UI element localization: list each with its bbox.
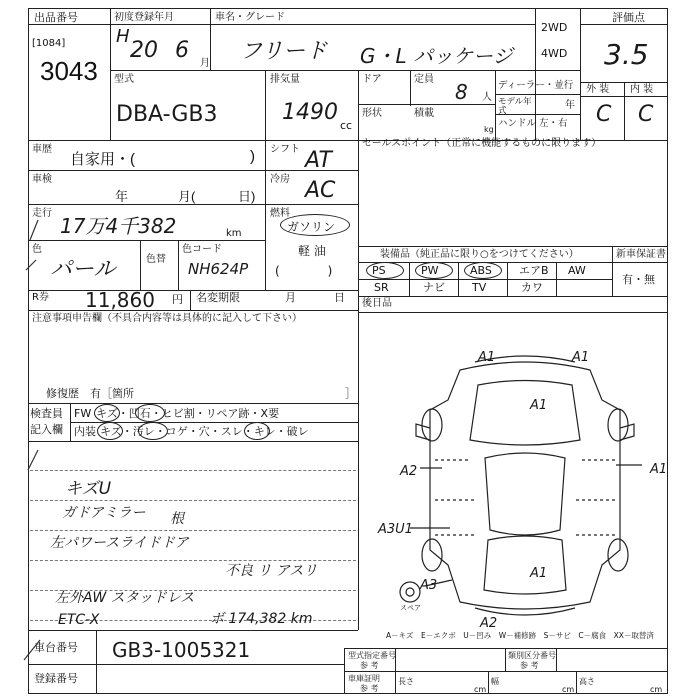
inspection-month: 月( [178,189,196,204]
divider [28,630,358,631]
mileage: 17万4千382 [60,214,177,238]
mark-a3u1-left: A3U1 [378,522,413,537]
handle-label: ハンドル 左・右 [498,118,568,129]
divider [358,104,495,105]
divider [612,246,613,296]
inspector-fw-items: キズ・凹石・ヒビ割・リペア跡・X要 [96,407,280,420]
chassis-label: 車台番号 [34,641,78,654]
equipment-item: SR [374,281,389,294]
divider [28,310,358,311]
divider [580,8,581,140]
class-label: 類別区分番号 [508,651,556,660]
buyer-label: 後日品 [362,298,392,309]
warranty-label: 新車保証書 [616,249,666,260]
mark-a1-top-left: A1 [478,350,496,365]
shape-label: 形状 [362,108,382,119]
size-height: 高さ [579,677,595,686]
displacement: 1490 [282,100,338,125]
divider [488,671,489,694]
mark-circle [138,422,168,440]
drive-4wd: 4WD [541,47,568,60]
divider [358,296,668,297]
inspector-label-1: 検査員 [30,407,63,420]
history-label: 車歴 [32,144,52,155]
inspection-label: 車検 [32,174,52,185]
divider [28,240,265,241]
mark-circle [94,404,120,422]
reg-label: 登録番号 [34,672,78,685]
divider [358,262,668,263]
color-code-label: 色コード [182,244,222,255]
rule-line [30,500,356,501]
divider [556,262,557,296]
car-name-label: 車名・グレード [215,12,285,23]
fuel-diesel: 軽 油 [298,244,326,258]
registration-day: 日 [334,291,345,304]
exterior-grade: C [596,102,612,127]
year-unit: 年 [565,100,575,111]
divider [265,70,266,140]
color-change-label: 色替 [146,254,166,265]
warranty-values: 有・無 [622,273,655,286]
remark-line-4: 不良 リ アスリ [225,563,318,579]
inspector-label-2: 記入欄 [30,423,63,436]
divider [409,262,410,296]
displacement-unit: cc [340,119,353,132]
color-label: 色 [32,244,42,255]
divider [28,441,358,442]
equipment-item: ABS [470,264,492,277]
size-ref: 参 考 [360,684,379,693]
divider [140,240,141,290]
mark-a1-roof: A1 [530,566,548,581]
divider [28,290,358,291]
mark-circle [97,422,123,440]
rule-line [30,470,356,471]
remark-line-3: 左パワースライドドア [50,535,189,551]
divider [28,664,344,665]
size-height-cm: cm [650,685,663,694]
equipment-item: エアB [519,264,549,277]
capacity-label: 定員 [414,74,434,85]
interior-label: 内 装 [630,84,654,95]
mark-a2-left: A2 [400,464,418,479]
inspector-interior-items: キズ・汚レ・コゲ・穴・スレ・キレ・破レ [100,425,309,438]
divider [28,24,535,25]
fuel: ガソリン [287,220,336,234]
size-length-cm: cm [474,685,487,694]
divider [495,94,580,95]
fuel-paren: ( ) [275,264,333,278]
equipment-item: カワ [521,281,543,294]
divider [556,648,557,671]
equipment-item: TV [472,281,487,294]
month: 6 [175,38,189,63]
spare-label: スペア [400,604,421,612]
mark-a1-top-right: A1 [572,350,590,365]
shift-label: シフト [270,144,300,155]
inspection-day: 日) [238,189,256,204]
repair-label: 修復歴 有［箇所 [46,387,134,400]
equipment-circle [366,262,404,279]
mark-a1-right: A1 [650,462,668,477]
divider [624,82,625,140]
exterior-label: 外 装 [586,84,610,95]
divider [110,70,580,71]
equipment-item: PS [372,264,386,277]
history: 自家用・( [70,151,135,168]
divider [28,204,358,205]
divider [96,630,97,694]
class-ref: 参 考 [520,661,539,670]
divider [28,170,358,171]
margin-mark [8,200,48,670]
sales-point-label: セールスポイント（正常に機能するものに限ります） [362,138,602,149]
fuel-label: 燃料 [270,208,290,219]
remark-line-2b: 根 [170,511,184,527]
divider [358,246,668,247]
divider [190,290,191,310]
divider [178,240,179,290]
mark-a3-rear-left: A3 [420,578,438,593]
model: DBA-GB3 [116,102,218,127]
divider [210,8,211,70]
divider [507,262,508,296]
capacity-unit: 人 [482,92,492,103]
load-unit: kg [484,125,494,134]
type-approval-label: 型式指定番号 [348,651,396,660]
rating-label: 評価点 [612,11,645,24]
inspector-interior-label: 内装 [74,425,96,438]
recycle: 11,860 [85,288,155,312]
divider [344,671,668,672]
era: H [116,26,130,47]
divider [358,70,359,140]
inspector-fw-label: FW [74,407,92,420]
equipment-label: 装備品（純正品に限り○をつけてください） [380,249,579,260]
type-approval-ref: 参 考 [360,661,379,670]
legend: A－キズ E－エクボ U－凹み W－補修跡 S－サビ C－腐食 XX－取替済 [386,631,654,640]
divider [580,24,668,25]
history-close: ) [250,148,255,165]
remark-line-5: 左外AW スタッドレス [55,590,195,606]
color-code: NH624P [188,260,249,278]
first-reg-label: 初度登録年月 [114,12,174,23]
lot-label: 出品番号 [34,11,78,24]
recycle-unit: 円 [172,293,183,306]
year: 20 [130,38,158,63]
rating: 3.5 [604,38,649,71]
mileage-label: 走行 [32,208,52,219]
size-label: 車庫証明 [348,674,380,683]
interior-grade: C [638,102,654,127]
month-unit: 月 [200,58,210,69]
remark-line-2: ガドアミラー [62,505,146,521]
recycle-label: R券 [32,292,49,303]
divider [495,114,580,115]
ac: AC [305,178,336,203]
divider [576,671,577,694]
equipment-item: AW [568,264,586,277]
size-width: 幅 [491,677,499,686]
divider [458,262,459,296]
divider [358,312,668,313]
equipment-circle [415,262,453,279]
capacity: 8 [455,80,468,104]
inspection-year: 年 [115,189,129,204]
repair-close: ］ [345,387,356,400]
remark-line-6: ETC-X [58,612,100,628]
door-label: ドア [362,74,382,85]
mileage-unit: km [226,228,242,239]
ac-label: 冷房 [270,174,290,185]
remark-line-7: ボ 174,382 km [210,611,313,627]
divider [358,279,612,280]
mark-circle [135,404,165,422]
registration-month: 月 [285,291,296,304]
model-year-label: モデル年式 [498,97,532,116]
divider [344,648,668,649]
load-label: 積載 [414,108,434,119]
divider [410,70,411,106]
divider [580,96,668,97]
color: パール [50,257,116,282]
mark-a2-bottom: A2 [480,616,498,631]
remark-line-1: キズU [65,479,112,499]
size-width-cm: cm [562,685,575,694]
equipment-item: PW [421,264,439,277]
size-length: 長さ [398,677,414,686]
divider [505,648,506,671]
notes-label: 注意事項申告欄（不具合内容等は具体的に記入して下さい） [32,313,302,324]
lot-number: 3043 [40,56,98,86]
chassis: GB3-1005321 [112,638,251,662]
registration-label: 名変期限 [196,291,240,304]
rule-line [30,530,356,531]
divider [495,70,496,140]
equipment-item: ナビ [423,281,445,294]
divider [265,140,266,290]
mark-a1-hood: A1 [530,398,548,413]
dealer-label: ディーラー・並行 [498,80,574,91]
equipment-circle [464,262,502,279]
divider [28,403,358,404]
shift: AT [305,148,332,173]
displacement-label: 排気量 [270,74,300,85]
divider [358,140,359,630]
car-name: フリード [240,39,328,64]
mark-circle [244,422,270,440]
drive-2wd: 2WD [541,21,568,34]
divider [110,8,111,140]
lot-code: [1084] [32,38,66,49]
grade: G・L パッケージ [360,44,513,68]
model-label: 型式 [114,74,134,85]
